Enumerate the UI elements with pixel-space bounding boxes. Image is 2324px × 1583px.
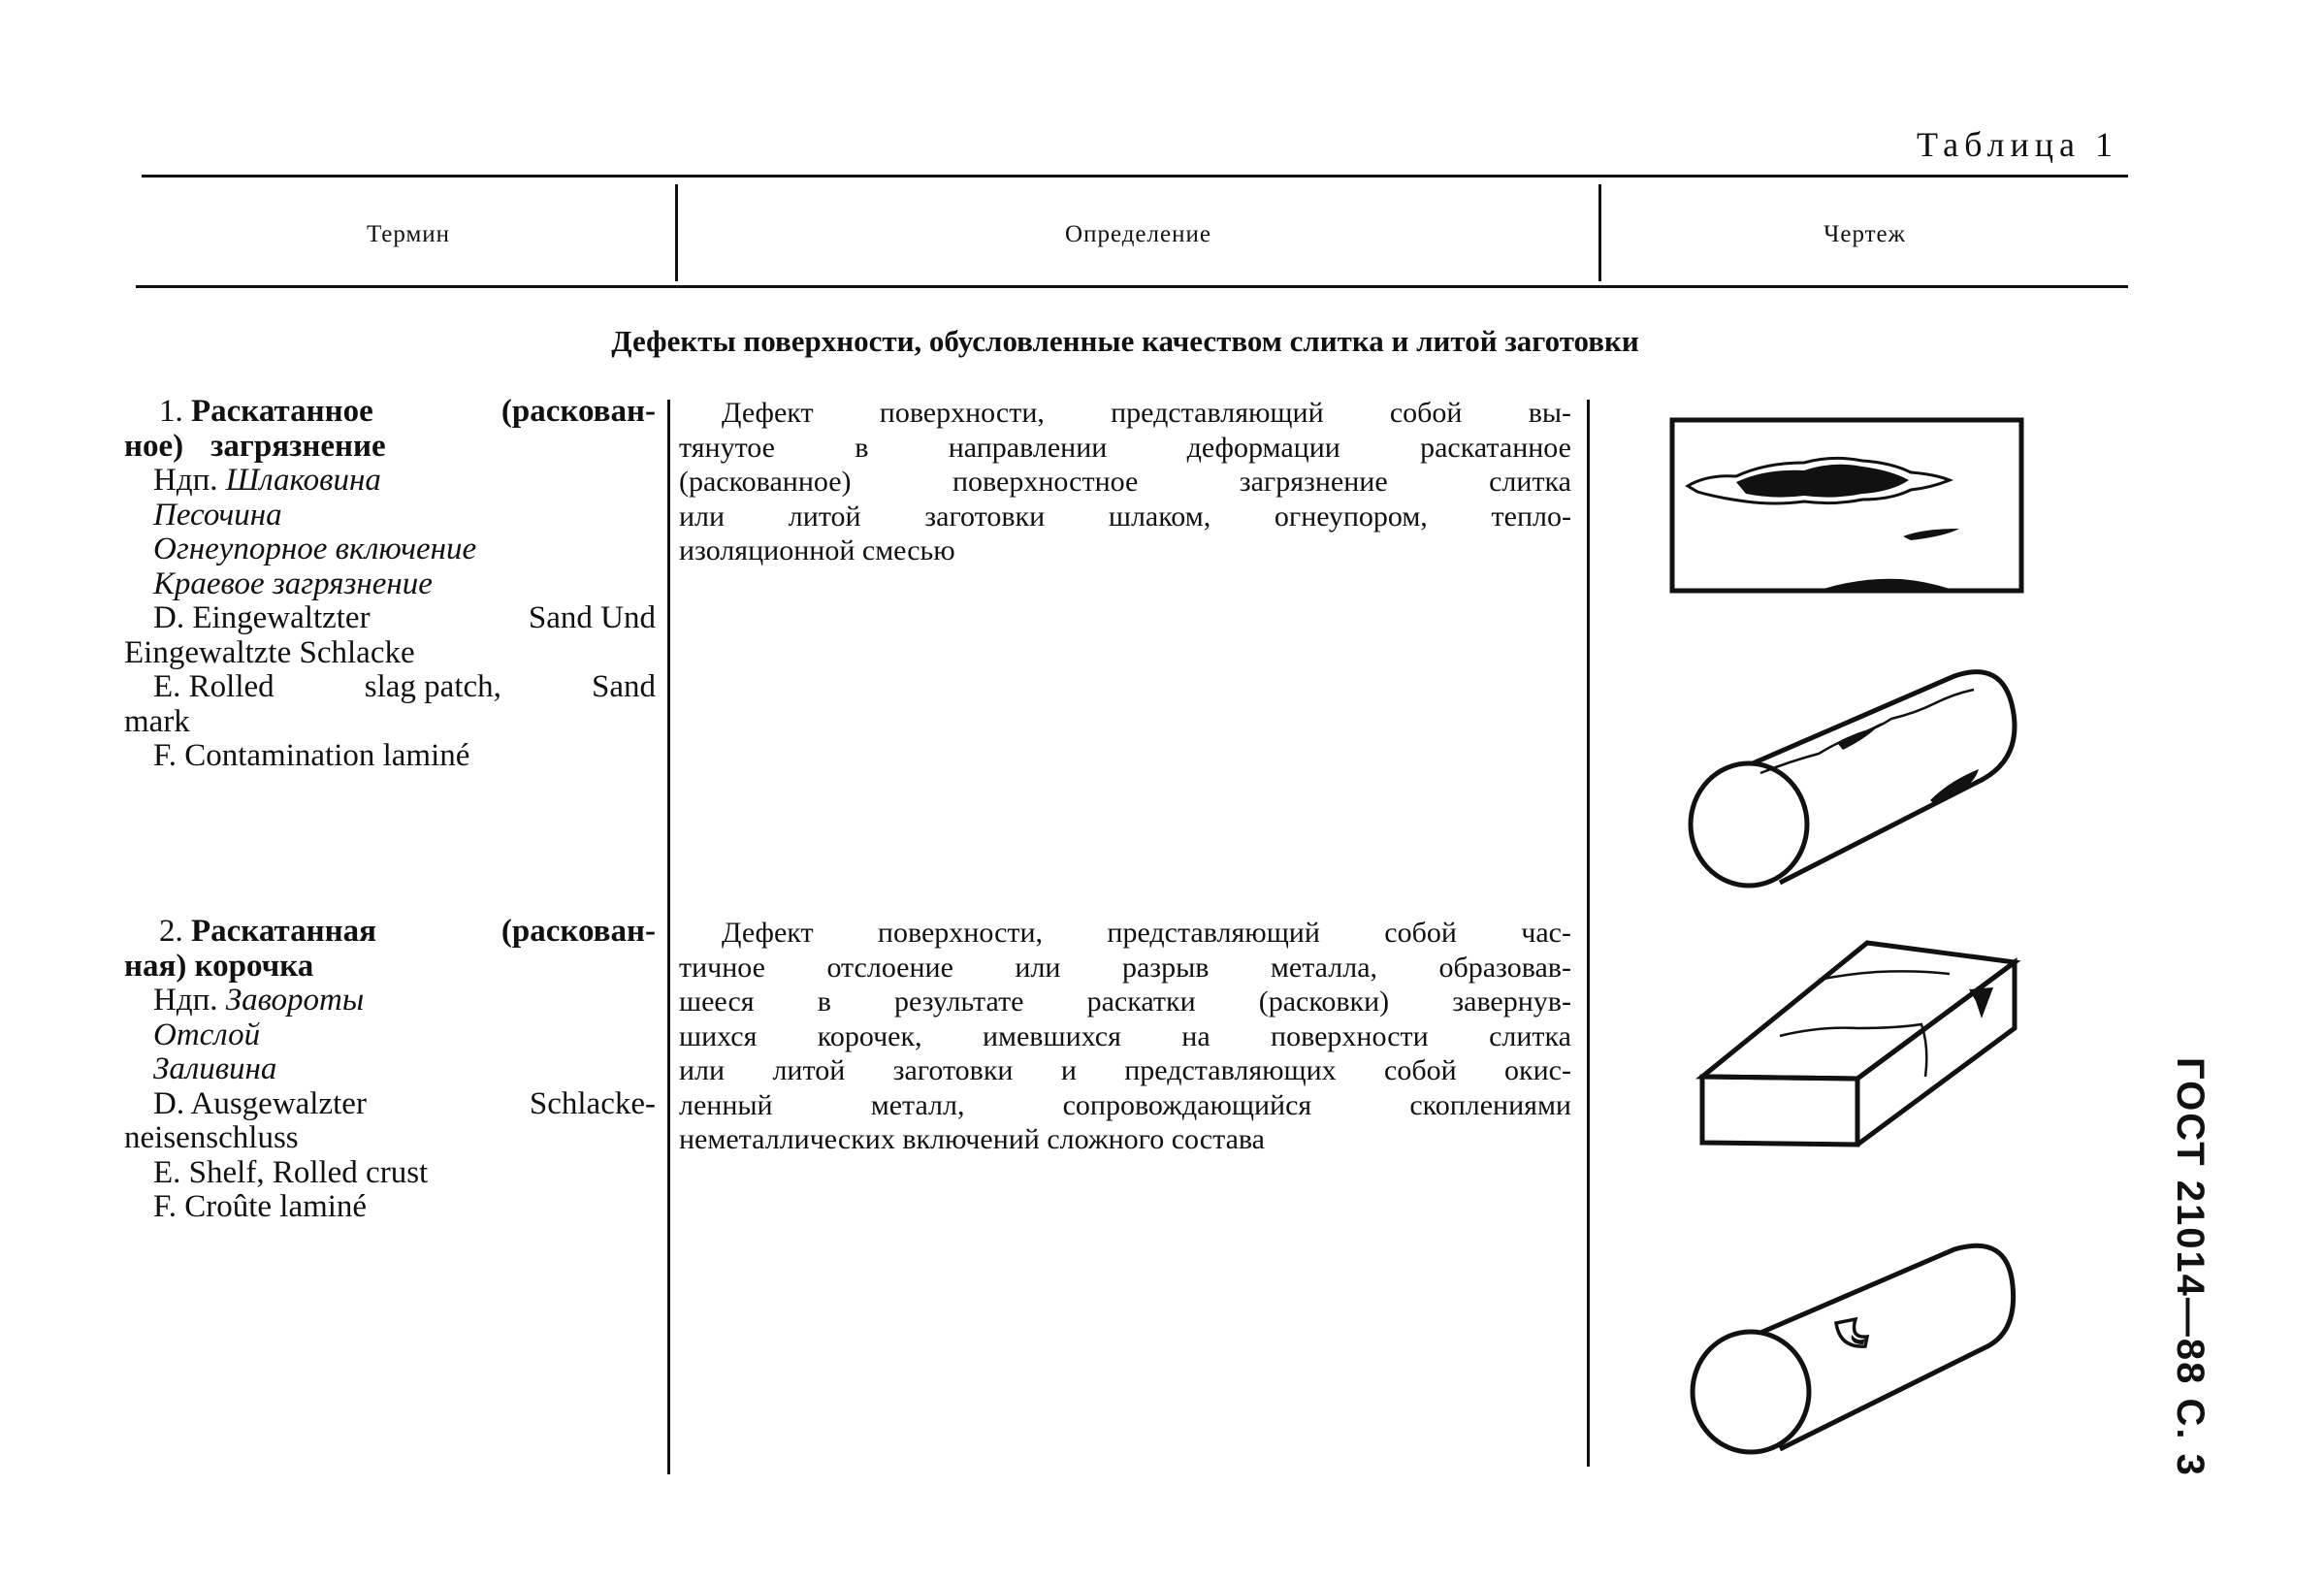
definition-word: сопровождающийся	[1062, 1088, 1312, 1121]
term-2-fr: F. Croûte laminé	[153, 1189, 368, 1224]
header-bottom-rule	[136, 285, 2128, 288]
definition-entry-1	[679, 396, 1571, 568]
definition-word: корочек,	[817, 1019, 922, 1052]
definition-word: Дефект	[722, 917, 814, 949]
term-2-title-line-1	[124, 915, 656, 950]
term-2-title-part2: (раскован-	[500, 914, 656, 949]
definition-line	[679, 465, 1571, 500]
definition-word: направлении	[948, 431, 1108, 464]
section-title: Дефекты поверхности, обусловленные качеством слитка и литой заготовки	[611, 324, 1639, 358]
term-2-number: 2.	[159, 914, 183, 949]
definition-word: заготовки	[892, 1054, 1014, 1086]
term-1-ndp-2: Огнеупорное включение	[153, 532, 477, 566]
definition-word: час-	[1521, 917, 1571, 949]
slag-patch-small	[1903, 529, 1959, 540]
drawing-rolled-crust-cylinder	[1683, 1242, 2032, 1465]
term-1-title-part4: загрязнение	[210, 428, 386, 464]
plate-outline	[1672, 420, 2021, 591]
definition-line	[679, 916, 1571, 951]
definition-word: (расковки)	[1258, 985, 1390, 1018]
bar-front-face	[1702, 1077, 1857, 1145]
term-1-ndp-line	[124, 464, 656, 499]
definition-word: неметаллических включений сложного состава	[679, 1123, 1265, 1155]
definition-entry-2	[679, 916, 1571, 1157]
term-1-title-part2: (раскован-	[500, 394, 656, 429]
cylinder-2-body	[1760, 1245, 2014, 1449]
definition-word: литой	[788, 500, 861, 533]
term-1-ndp-label: Ндп.	[153, 463, 218, 498]
term-1-title-line-1	[124, 395, 656, 430]
definition-word: шлаком,	[1108, 500, 1211, 533]
drawing-rolled-crust-bar	[1693, 931, 2022, 1154]
body-divider-2	[1587, 400, 1590, 1467]
cylinder-2-end-face	[1693, 1332, 1809, 1452]
definition-line	[679, 1053, 1571, 1088]
definition-word: или	[679, 1054, 726, 1086]
slag-patch-large-core	[1736, 465, 1909, 498]
term-1-en-2: mark	[124, 703, 190, 739]
definition-word: или	[1015, 951, 1061, 984]
term-2-en: E. Shelf, Rolled crust	[153, 1154, 429, 1190]
term-1-title-part3: ное)	[124, 428, 184, 464]
term-1-de-1b: Sand Und	[528, 600, 656, 635]
definition-word: результате	[893, 985, 1024, 1018]
definition-line	[679, 500, 1571, 534]
crack-dark	[1838, 723, 1882, 750]
definition-line	[679, 1088, 1571, 1123]
definition-word: в	[817, 985, 831, 1018]
crust-flap	[1969, 987, 1993, 1018]
term-1-title-part1: Раскатанное	[191, 394, 373, 429]
term-1-ndp-0: Шлаковина	[225, 463, 381, 498]
term-2-ndp-2: Заливина	[153, 1051, 277, 1086]
definition-word: Дефект	[722, 397, 814, 429]
term-entry-1	[124, 395, 656, 774]
term-1-fr: F. Contamination laminé	[153, 738, 470, 773]
crust-line-lower	[1780, 1024, 1926, 1077]
header-drawing: Чертеж	[1824, 221, 1906, 247]
definition-line	[679, 533, 1571, 568]
term-1-ndp-3: Краевое загрязнение	[153, 565, 433, 601]
term-2-de-2: neisenschluss	[124, 1120, 299, 1155]
definition-word: разрыв	[1121, 951, 1210, 984]
term-1-en-1c: Sand	[592, 669, 656, 704]
definition-line	[679, 431, 1571, 466]
definition-word: на	[1181, 1019, 1210, 1052]
definition-word: шихся	[679, 1019, 758, 1052]
term-1-number: 1.	[159, 394, 183, 429]
definition-word: собой	[1384, 1054, 1457, 1086]
term-2-title-part3: ная) корочка	[124, 948, 314, 984]
definition-word: отслоение	[826, 951, 953, 984]
cylinder-end-face	[1691, 763, 1807, 886]
definition-word: поверхностное	[952, 466, 1139, 498]
slag-patch-edge	[1824, 579, 1950, 589]
cylinder-body	[1753, 672, 2015, 883]
definition-line	[679, 1019, 1571, 1054]
term-2-ndp-label: Ндп.	[153, 983, 218, 1018]
definition-word: поверхности,	[879, 397, 1045, 429]
definition-line	[679, 396, 1571, 431]
definition-word: образовав-	[1438, 951, 1571, 984]
term-2-ndp-0: Завороты	[225, 983, 365, 1018]
definition-word: шееся	[679, 985, 755, 1018]
body-divider-1	[667, 400, 670, 1474]
definition-word: или	[679, 500, 726, 533]
header-definition: Определение	[1065, 221, 1211, 247]
term-1-de-line	[124, 601, 656, 636]
definition-word: раскатанное	[1420, 431, 1571, 464]
term-2-ndp-line	[124, 984, 656, 1018]
definition-word: в	[855, 431, 869, 464]
definition-word: собой	[1384, 917, 1457, 949]
definition-word: металла,	[1270, 951, 1378, 984]
definition-word: слитка	[1489, 466, 1571, 498]
term-1-de-1a: D. Eingewaltzter	[153, 600, 371, 635]
definition-line	[679, 1122, 1571, 1157]
definition-word: деформации	[1186, 431, 1340, 464]
definition-word: окис-	[1504, 1054, 1571, 1086]
definition-word: тянутое	[679, 431, 775, 464]
definition-word: слитка	[1489, 1019, 1571, 1052]
term-1-ndp-1: Песочина	[153, 497, 282, 533]
definition-word: имевшихся	[982, 1019, 1121, 1052]
definition-word: вы-	[1528, 397, 1571, 429]
term-1-de-2: Eingewaltzte Schlacke	[124, 634, 415, 670]
definition-word: скоплениями	[1409, 1088, 1571, 1121]
definition-word: огнеупором,	[1274, 500, 1428, 533]
definition-word: поверхности,	[877, 917, 1044, 949]
definition-word: представляющий	[1107, 917, 1320, 949]
bar-top-face	[1702, 943, 2015, 1079]
term-2-title-part1: Раскатанная	[191, 914, 376, 949]
definition-word: загрязнение	[1239, 466, 1388, 498]
drawing-rolled-contamination-plate	[1668, 412, 2027, 597]
definition-word: (раскованное)	[679, 466, 852, 498]
definition-word: литой	[772, 1054, 846, 1086]
term-1-title-line-2	[124, 430, 656, 465]
header-term: Термин	[366, 221, 451, 247]
definition-word: завернув-	[1452, 985, 1571, 1018]
term-entry-2	[124, 915, 656, 1225]
definition-word: представляющих	[1124, 1054, 1337, 1086]
term-2-de-line	[124, 1087, 656, 1122]
side-page-reference: ГОСТ 21014—88 С. 3	[2169, 1057, 2211, 1477]
term-1-en-line	[124, 670, 656, 705]
definition-word: заготовки	[924, 500, 1046, 533]
header-top-rule	[142, 175, 2128, 178]
definition-line	[679, 985, 1571, 1019]
definition-word: тичное	[679, 951, 765, 984]
term-2-de-1a: D. Ausgewalzter	[153, 1085, 367, 1121]
definition-word: изоляционной смесью	[679, 534, 955, 566]
definition-word: раскатки	[1086, 985, 1196, 1018]
definition-word: тепло-	[1491, 500, 1571, 533]
definition-word: и	[1060, 1054, 1077, 1086]
definition-word: поверхности	[1271, 1019, 1429, 1052]
term-1-en-1b: slag patch,	[364, 669, 501, 704]
definition-word: металл,	[870, 1088, 965, 1121]
definition-word: представляющий	[1111, 397, 1324, 429]
definition-word: собой	[1389, 397, 1463, 429]
term-2-de-1b: Schlacke-	[529, 1085, 656, 1121]
definition-line	[679, 951, 1571, 985]
term-2-ndp-1: Отслой	[153, 1017, 261, 1052]
drawing-rolled-contamination-cylinder	[1683, 664, 2032, 897]
term-1-en-1a: E. Rolled	[153, 669, 274, 704]
table-label: Таблица 1	[1917, 125, 2118, 164]
definition-word: ленный	[679, 1088, 773, 1121]
crust-line-upper	[1819, 971, 1950, 980]
